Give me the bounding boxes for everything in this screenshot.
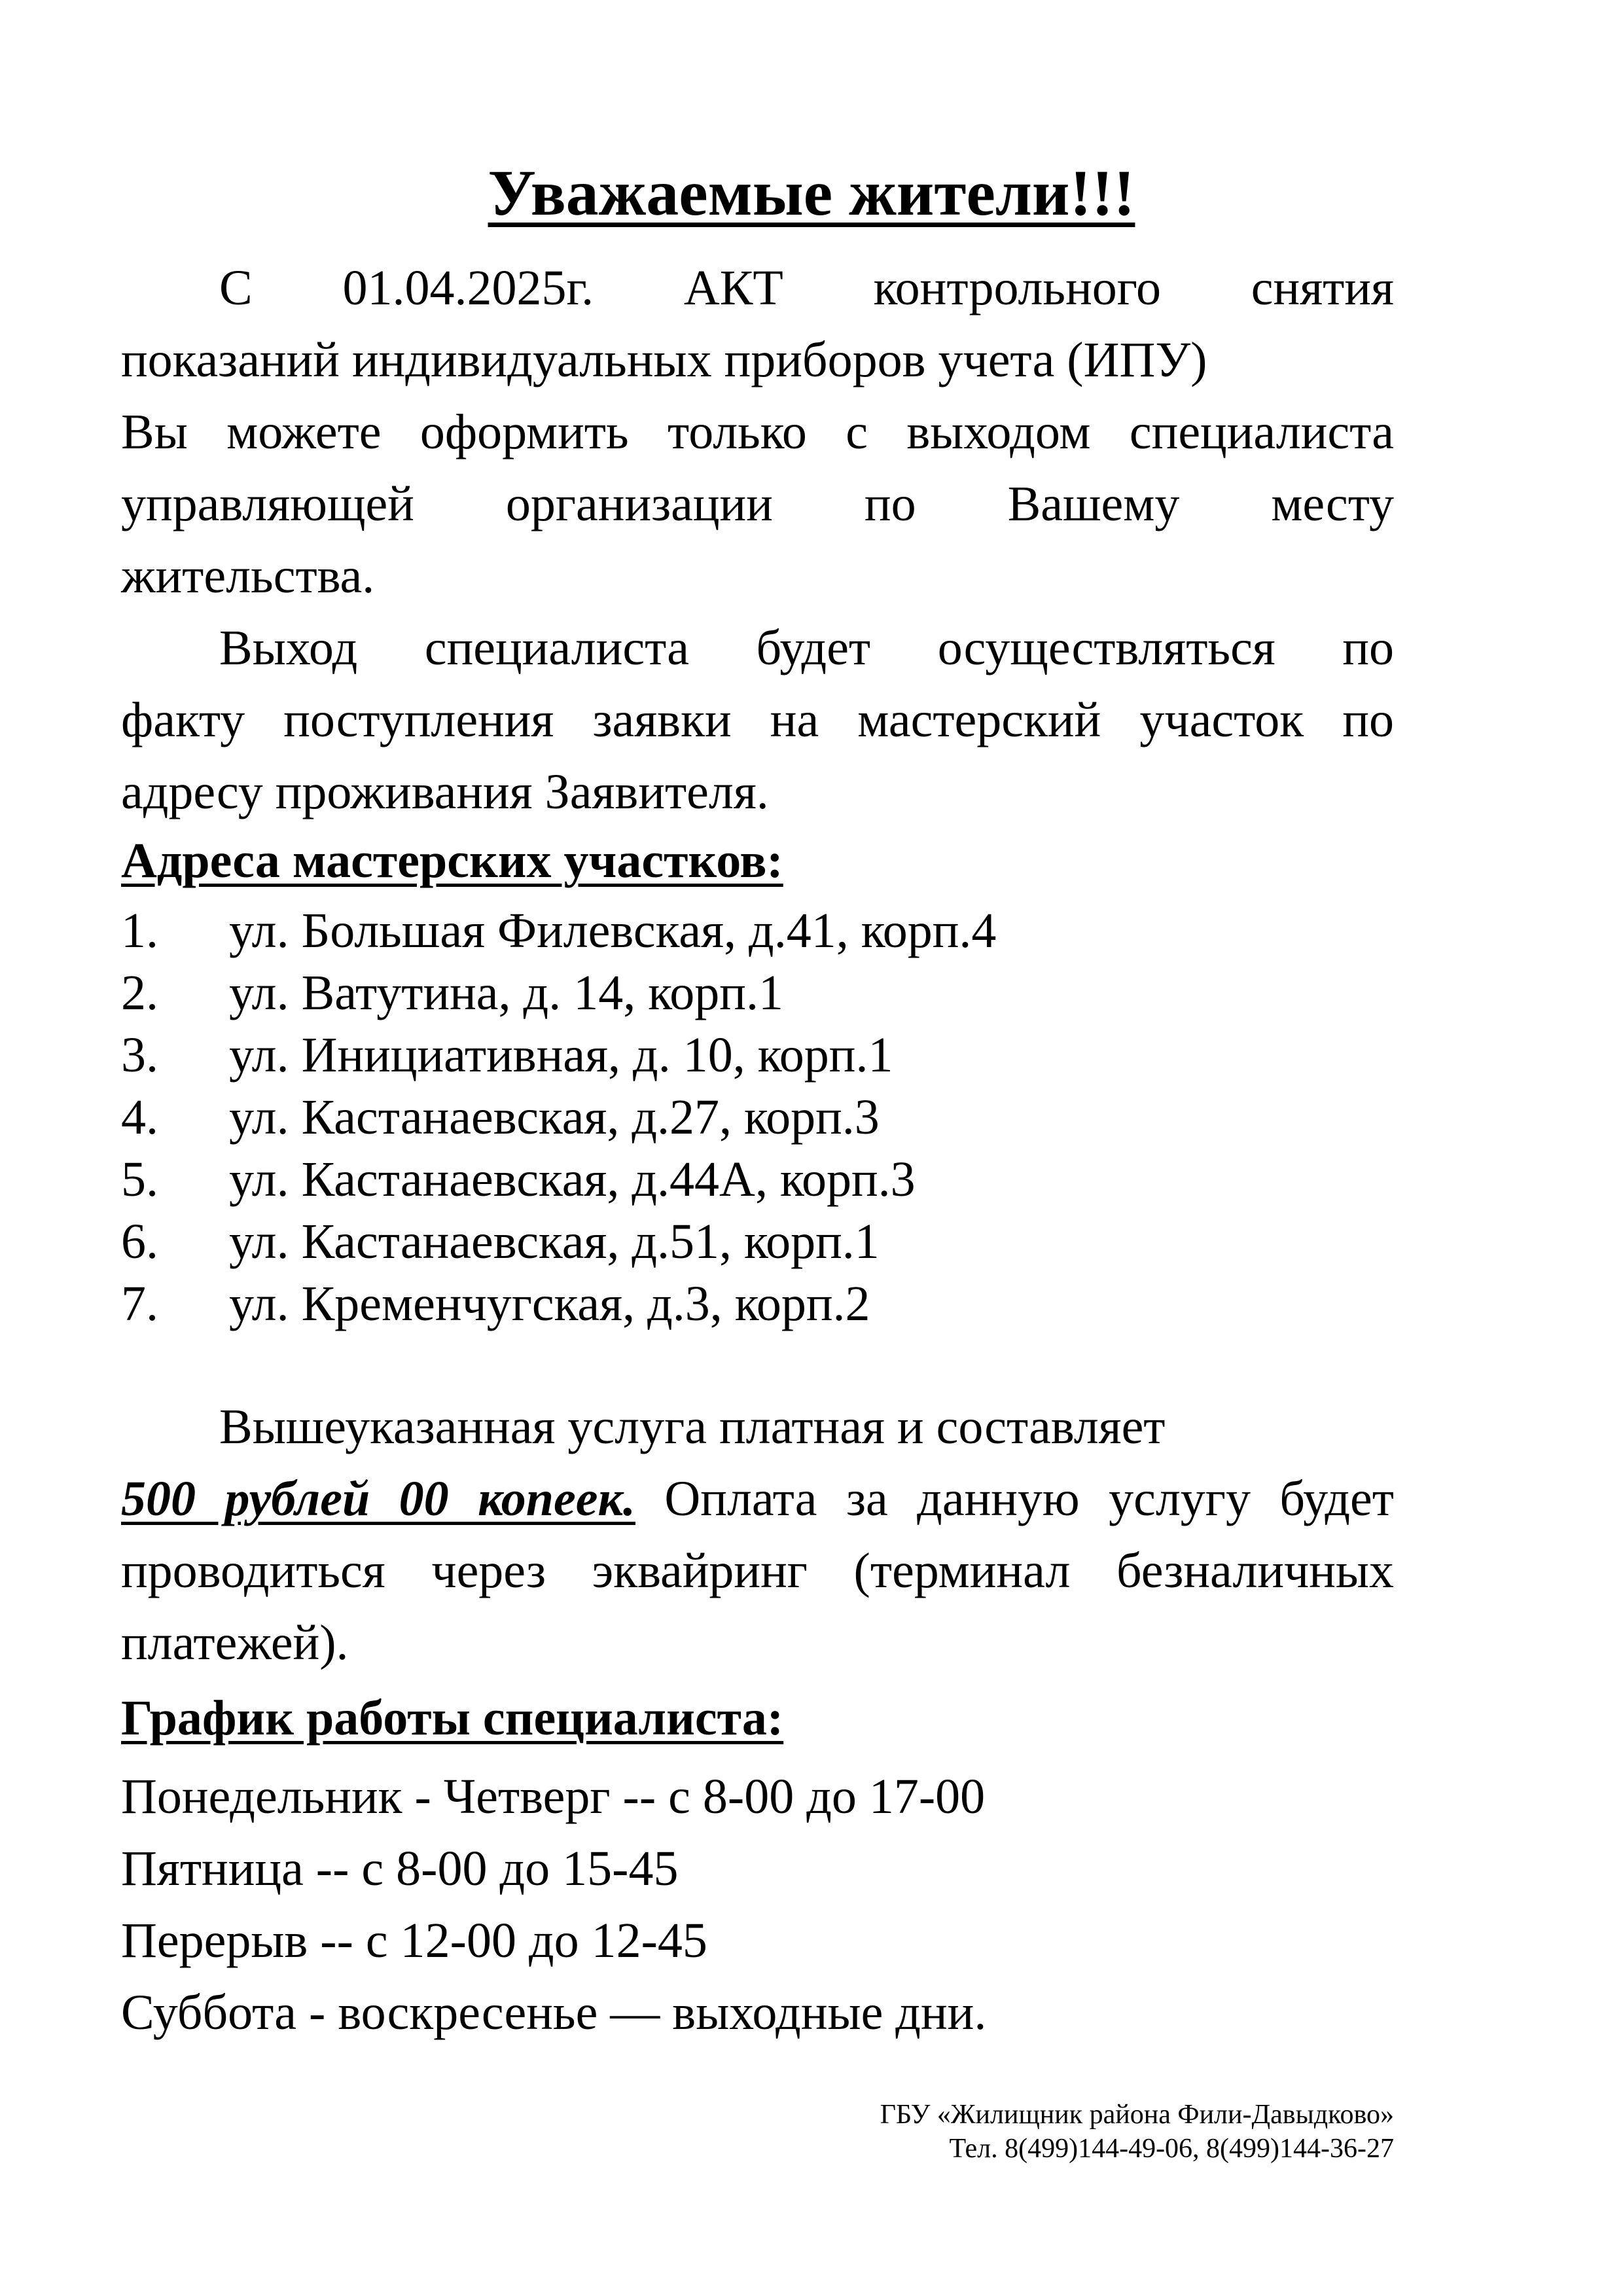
list-item-address: ул. Ватутина, д. 14, корп.1 xyxy=(229,965,783,1020)
list-item-number: 5. xyxy=(121,1152,158,1207)
intro-paragraph xyxy=(121,252,1394,612)
visit-line-2: факту поступления заявки на мастерский участок по xyxy=(121,692,1394,747)
payment-line-4: платежей). xyxy=(121,1615,349,1670)
schedule-heading: График работы специалиста: xyxy=(121,1691,784,1746)
price-amount: 500 рублей 00 копеек. xyxy=(121,1471,635,1526)
schedule-line: Понедельник - Четверг -- с 8-00 до 17-00 xyxy=(121,1769,986,1824)
list-item xyxy=(121,1149,1394,1211)
list-item-address: ул. Кременчугская, д.3, корп.2 xyxy=(229,1276,870,1331)
footer-phones: Тел. 8(499)144-49-06, 8(499)144-36-27 xyxy=(949,2134,1394,2164)
intro-line-2: показаний индивидуальных приборов учета (ИПУ) xyxy=(121,332,1207,387)
list-item xyxy=(121,1273,1394,1335)
payment-line-3: проводиться через эквайринг (терминал безналичных xyxy=(121,1543,1394,1598)
list-item-address: ул. Инициативная, д. 10, корп.1 xyxy=(229,1028,893,1083)
visit-paragraph xyxy=(121,612,1394,828)
addresses-list xyxy=(121,900,1394,1335)
list-item-number: 3. xyxy=(121,1028,158,1083)
list-item xyxy=(121,1211,1394,1273)
schedule-line: Пятница -- с 8-00 до 15-45 xyxy=(121,1841,679,1896)
intro-line-5: жительства. xyxy=(121,548,375,603)
list-item-number: 6. xyxy=(121,1214,158,1269)
list-item xyxy=(121,1086,1394,1149)
list-item xyxy=(121,1024,1394,1086)
footer-organization: ГБУ «Жилищник района Фили-Давыдково» xyxy=(880,2100,1394,2130)
visit-line-1: Выход специалиста будет осуществляться по xyxy=(219,620,1394,675)
schedule-line: Перерыв -- с 12-00 до 12-45 xyxy=(121,1913,707,1968)
list-item-number: 2. xyxy=(121,965,158,1020)
footer-signature xyxy=(880,2098,1394,2166)
list-item-address: ул. Кастанаевская, д.27, корп.3 xyxy=(229,1090,880,1145)
schedule-list xyxy=(121,1761,986,2049)
intro-line-4: управляющей организации по Вашему месту xyxy=(121,476,1394,531)
list-item-number: 4. xyxy=(121,1090,158,1145)
schedule-line: Суббота - воскресенье — выходные дни. xyxy=(121,1985,987,2040)
list-item-number: 1. xyxy=(121,903,158,958)
list-item xyxy=(121,962,1394,1024)
list-item-address: ул. Кастанаевская, д.51, корп.1 xyxy=(229,1214,880,1269)
addresses-heading: Адреса мастерских участков: xyxy=(121,833,783,888)
payment-paragraph xyxy=(121,1391,1394,1679)
intro-line-1: С 01.04.2025г. АКТ контрольного снятия xyxy=(219,260,1394,315)
list-item-address: ул. Кастанаевская, д.44А, корп.3 xyxy=(229,1152,916,1207)
payment-line-1: Вышеуказанная услуга платная и составляет xyxy=(219,1399,1166,1454)
payment-line-2-text: Оплата за данную услугу будет xyxy=(635,1471,1394,1526)
payment-line-2 xyxy=(121,1463,1394,1535)
page-title: Уважаемые жители!!! xyxy=(488,156,1135,229)
list-item-number: 7. xyxy=(121,1276,158,1331)
intro-line-3: Вы можете оформить только с выходом специалиста xyxy=(121,404,1394,459)
visit-line-3: адресу проживания Заявителя. xyxy=(121,764,769,819)
list-item xyxy=(121,900,1394,962)
list-item-address: ул. Большая Филевская, д.41, корп.4 xyxy=(229,903,997,958)
